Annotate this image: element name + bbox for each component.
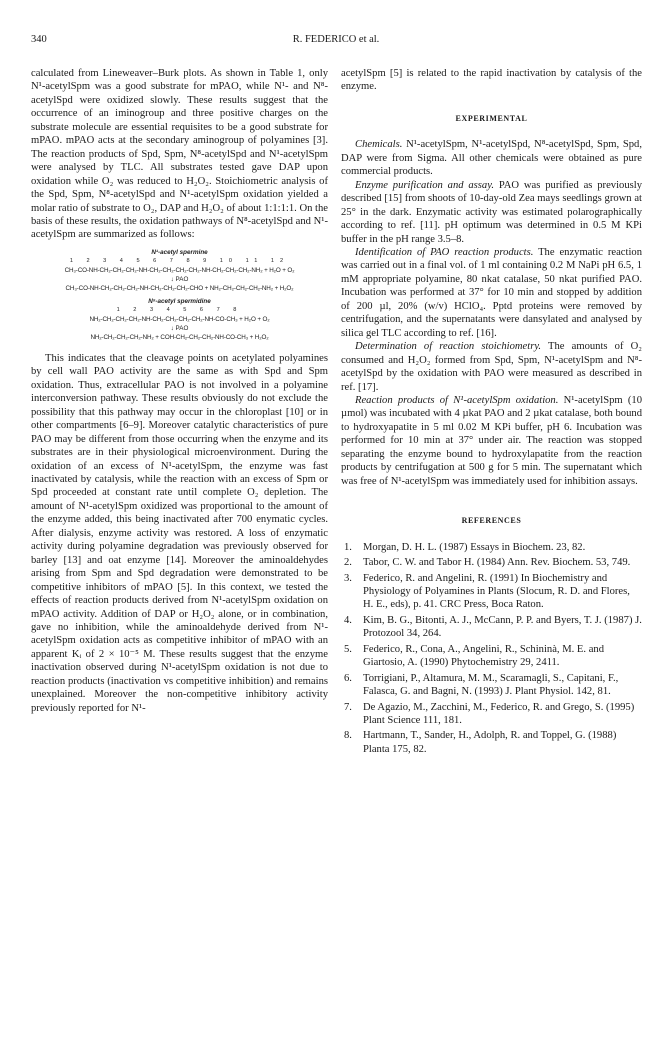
reference-number: 4. (344, 614, 352, 626)
scheme-arrow-2: ↓ PAO (170, 324, 189, 332)
reference-item (341, 572, 642, 612)
reaction-products-paragraph (341, 394, 642, 488)
reference-number: 1. (344, 541, 352, 553)
reaction-products-text: N¹-acetylSpm (10 µmol) was incubated with 4 µkat PAO and 2 µkat catalase, both bound to hydroxyapatite in 5 ml 0.02 M KPi buffer, pH 6. Incubation was performed for 10 min at 37° under air. The reaction was stopped separating the enzyme bound to hydroxylapatite from the reaction products by centrifugation at 500 g for 5 min. The supernatant which was free of N¹-acetylSpm was immediately used for inhibition assays. (341, 394, 643, 487)
reference-number: 6. (344, 672, 352, 684)
page-header (0, 34, 672, 50)
reference-text: De Agazio, M., Zacchini, M., Federico, R. and Grego, S. (1995) Plant Science 111, 181. (363, 701, 635, 727)
reference-text: Hartmann, T., Sander, H., Adolph, R. and Toppel, G. (1988) Planta 175, 82. (363, 730, 617, 755)
reference-item (341, 701, 642, 728)
stoichiometry-text: The amounts of O₂ consumed and H₂O₂ formed from Spd, Spm, N¹-acetylSpm and N⁸-acetylSpd by the oxidation with PAO were measured as described in ref. [17]. (341, 341, 642, 393)
reference-text: Federico, R. and Angelini, R. (1991) In Biochemistry and Physiology of Polyamines in Plants (Slocum, R. D. and Flores, H. E., eds), p. 41. CRC Press, Boca Raton. (363, 572, 630, 611)
continuation-paragraph: acetylSpm [5] is related to the rapid inactivation by catalysis of the enzyme. (341, 68, 642, 93)
reference-item (341, 672, 642, 699)
scheme-equation-2b: NH₂-CH₂-CH₂-CH₂-NH₂ + COH-CH₂-CH₂-CH₂-NH-CO-CH₃ + H₂O₂ (90, 333, 269, 341)
scheme-title-acetylspermidine: N⁸-acetyl spermidine (148, 297, 211, 305)
references-list (341, 541, 642, 757)
right-column (341, 67, 642, 758)
reference-number: 3. (344, 572, 352, 584)
reference-item (341, 614, 642, 641)
reference-number: 7. (344, 701, 352, 713)
chemicals-paragraph (341, 138, 642, 178)
results-paragraph: calculated from Lineweaver–Burk plots. As shown in Table 1, only N¹-acetylSpm was a good substrate for mPAO, while N¹- and N⁸-acetylSpd were oxidized slowly. These results suggest that the occurrence of an iminogroup and three positive charges on the substrate molecule are essential requisites to be a good substrate for mPAO. mPAO acts at the secondary aminogroup of polyamines [3]. The reaction products of Spd, Spm, N⁸-acetylSpd and N¹-acetylSpm were analysed by TLC. All substrates tested gave DAP upon oxidation while O₂ was reduced to H₂O₂. Stoichiometric analysis of the Spd, Spm, N⁸-acetylSpd and N¹-acetylSpm oxidation yielded a molar ratio of substrate to O₂, DAP and H₂O₂ of about 1:1:1:1. On the basis of these results, the oxidation pathways of N⁸-acetylSpd and N¹-acetylSpm are summarized as follows: (31, 68, 328, 241)
discussion-paragraph: This indicates that the cleavage points on acetylated polyamines by cell wall PAO activity are the same as with Spd and Spm oxidation. Thus, extracellular PAO is not involved in a polyamine interconversion pathway. These results obviously do not exclude the possibility that this pathway may occur in the chloroplast [10] or in other compartments [6–9]. Moreover catalytic characteristics of pure PAO may be different from those occurring when the enzyme and its substrates are in their physiological microenvironment. During the oxidation of an excess of N¹-acetylSpm, the enzyme was fast inactivated by catalysis, while the reaction with an excess of Spm or Spd proceeded at constant rate until complete O₂ depletion. The amount of N¹-acetylSpm oxidized was proportional to the amount of the enzyme added, this being inactivated after 700 enymatic cycles. After dialysis, enzyme activity was restored. A loss of enzymatic activity during polyamine degradation was previously observed for barley [13] and oat enzyme [14]. Moreover the aminoaldehydes arising from Spm and Spd degradation were demonstrated to be competitive inhibitors of mPAO [5]. In this context, we tested the effects of reaction products derived from N¹-acetylSpm oxidation on mPAO activity. Addition of DAP or H₂O₂ alone, or in combination, gave no inhibition, while the aminoaldehyde derived from N¹-acetylSpm oxidation acts as competitive inhibitor of mPAO with an apparent Kᵢ of 2 × 10⁻⁵ M. These results suggest that the enzyme inactivation observed during N¹-acetylSpm oxidation is not due to reaction products (inactivation vs competitive inhibition) and remains unexplained. Moreover the non-competitive inhibitory activity previously reported for N¹- (31, 352, 328, 714)
running-title: R. FEDERICO et al. (292, 34, 380, 45)
reference-item (341, 729, 642, 756)
references-heading: REFERENCES (461, 516, 522, 526)
reference-item (341, 556, 642, 569)
reference-text: Torrigiani, P., Altamura, M. M., Scaramagli, S., Capitani, F., Falasca, G. and Bagni, N. (1993) J. Plant Physiol. 142, 81. (363, 672, 619, 698)
scheme-equation-1b: CH₃-CO-NH-CH₂-CH₂-CH₂-NH-CH₂-CH₂-CH₂-CHO + NH₂-CH₂-CH₂-CH₂-NH₂ + H₂O₂ (65, 284, 294, 292)
reference-text: Federico, R., Cona, A., Angelini, R., Schininà, M. E. and Giartosio, A. (1990) Phytochemistry 29, 2411. (363, 643, 604, 669)
identification-text: The enzymatic reaction was carried out in a final vol. of 1 ml containing 0.2 M NaPi pH 6.5, 1 mM appropriate polyamine, 80 nkat catalase, 50 nkat purified PAO. Incubation was performed at 37° for 10 min and stopped by addition of 200 µl, 20% (w/v) HClO₄. Pptd proteins were removed by centrifugation, and the supernatants were dansylated and analysed by silica gel TLC according to ref. [16]. (341, 246, 642, 339)
reaction-products-label: Reaction products of N¹-acetylSpm oxidation. (355, 394, 559, 406)
scheme-equation-1a: CH₃-CO-NH-CH₂-CH₂-CH₂-NH-CH₂-CH₂-CH₂-CH₂-NH-CH₂-CH₂-CH₂-NH₂ + H₂O + O₂ (64, 266, 295, 274)
reference-number: 8. (344, 730, 352, 742)
scheme-arrow-1: ↓ PAO (170, 275, 189, 283)
reference-number: 2. (344, 557, 352, 569)
identification-paragraph (341, 246, 642, 340)
enzyme-paragraph (341, 179, 642, 246)
reference-number: 5. (344, 643, 352, 655)
reference-text: Tabor, C. W. and Tabor H. (1984) Ann. Rev. Biochem. 53, 749. (363, 557, 631, 569)
scheme-equation-2a: NH₂-CH₂-CH₂-CH₂-NH-CH₂-CH₂-CH₂-CH₂-NH-CO-CH₃ + H₂O + O₂ (89, 315, 270, 323)
stoichiometry-label: Determination of reaction stoichiometry. (355, 341, 542, 353)
reference-item (341, 541, 642, 554)
identification-label: Identification of PAO reaction products. (355, 246, 534, 258)
page-number: 340 (31, 34, 47, 45)
enzyme-label: Enzyme purification and assay. (355, 179, 494, 191)
enzyme-text: PAO was purified as previously described [15] from shoots of 10-day-old Zea mays seedlings grown at 25° in the dark. Enzymatic activity was estimated polarographically according to ref. [11]. pH optimum was determined in 0.5 M KPi buffer in the pH range 3.5–8. (341, 179, 642, 245)
oxidation-scheme (31, 248, 328, 342)
reference-item (341, 643, 642, 670)
experimental-heading: EXPERIMENTAL (455, 113, 528, 123)
reference-text: Kim, B. G., Bitonti, A. J., McCann, P. P. and Byers, T. J. (1987) J. Protozool 34, 264. (363, 614, 642, 640)
scheme-title-acetylspermine: N¹-acetyl spermine (151, 248, 208, 256)
reference-text: Morgan, D. H. L. (1987) Essays in Biochem. 23, 82. (363, 541, 586, 553)
chemicals-label: Chemicals. (355, 139, 403, 151)
left-column (31, 67, 328, 715)
scheme-carbon-numbers-2: 1 2 3 4 5 6 7 8 (116, 306, 243, 313)
chemicals-text: N¹-acetylSpm, N¹-acetylSpd, N⁸-acetylSpd, Spm, Spd, DAP were from Sigma. All other chemicals were obtained as pure commercial products. (341, 139, 642, 178)
scheme-carbon-numbers-1: 1 2 3 4 5 6 7 8 9 10 11 12 (69, 257, 290, 264)
stoichiometry-paragraph (341, 340, 642, 394)
